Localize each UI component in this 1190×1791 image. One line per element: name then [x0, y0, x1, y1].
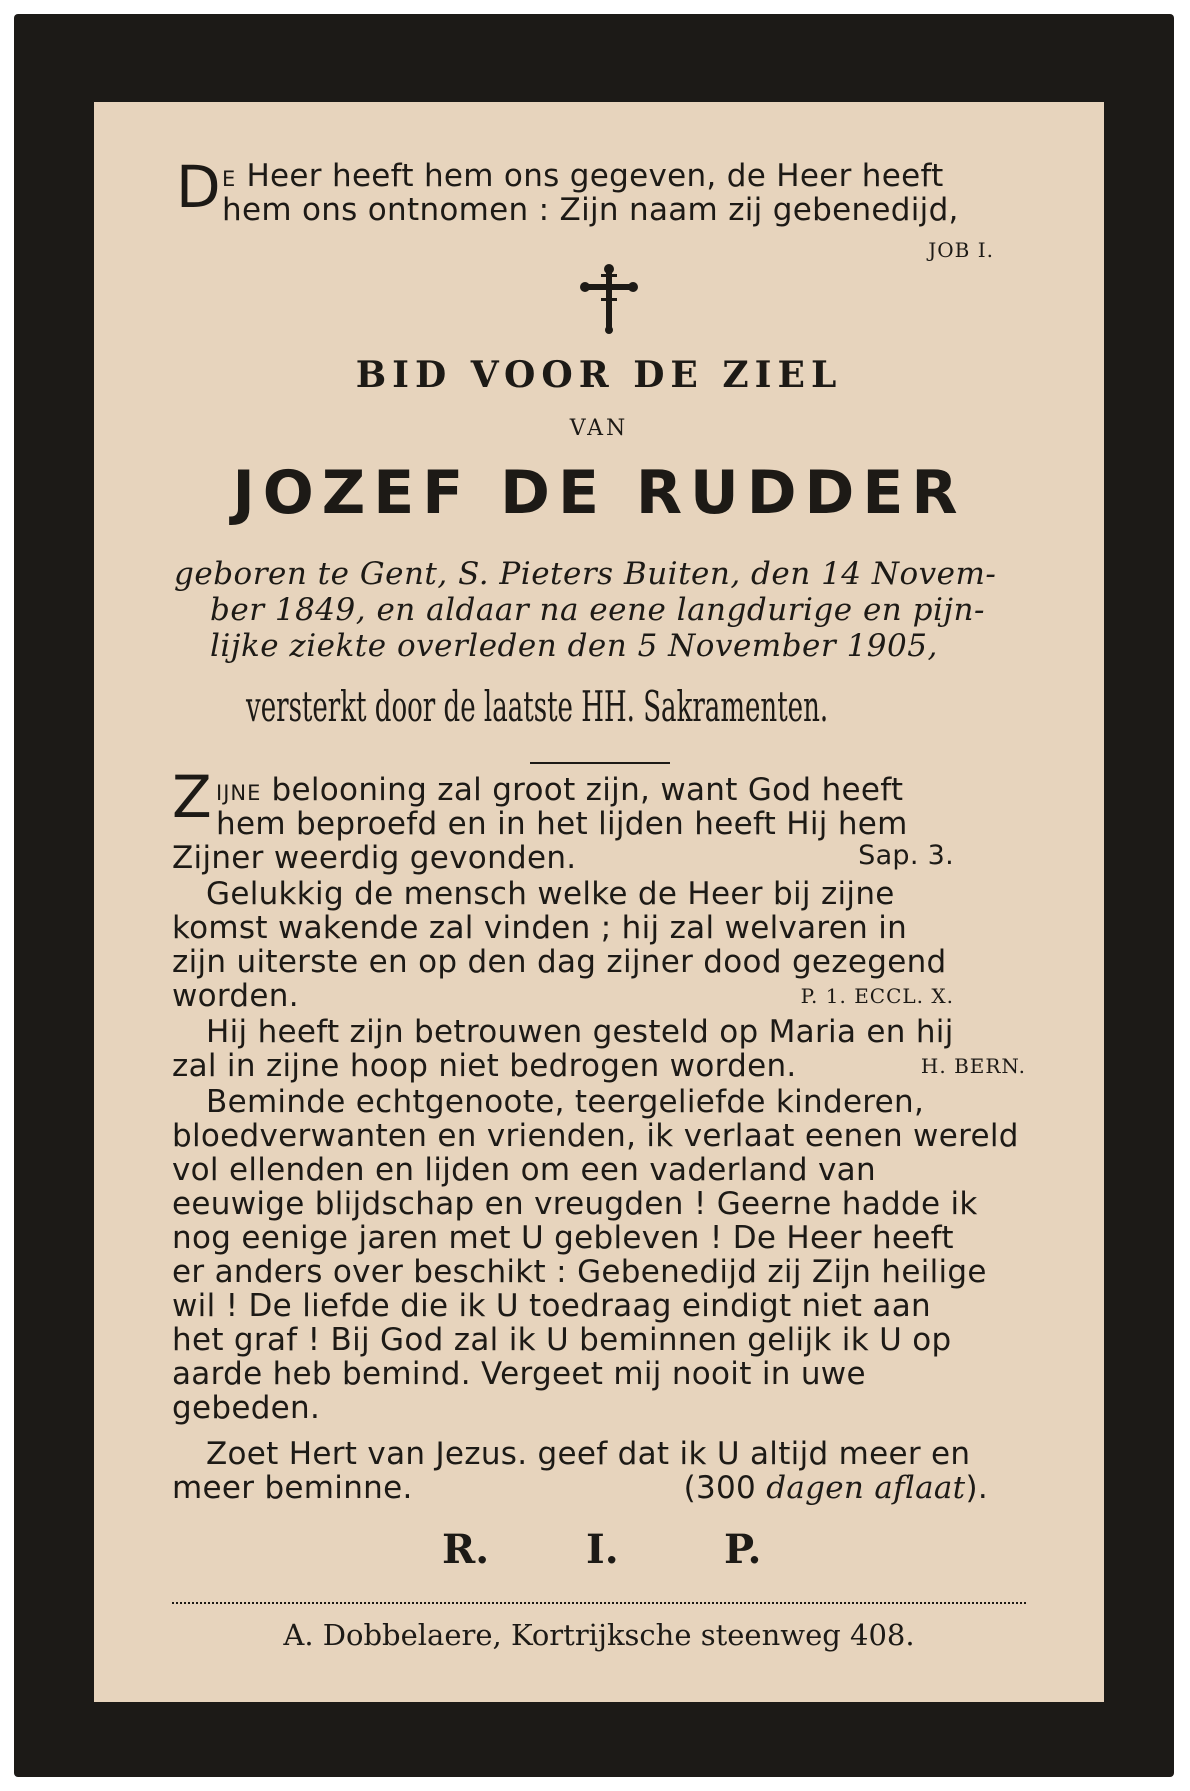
cross-icon	[579, 264, 639, 334]
p1-line-2: hem beproefd en in het lijden heeft Hij hem	[216, 806, 908, 842]
p2-line-2: komst wakende zal vinden ; hij zal welvaren in	[172, 910, 908, 946]
mourning-card	[14, 14, 1174, 1777]
p1-line-1	[216, 772, 903, 808]
quote-reference: JOB I.	[928, 238, 994, 262]
p3-line-1: Hij heeft zijn betrouwen gesteld op Maria en hij	[206, 1014, 954, 1050]
p4-line-8: het graf ! Bij God zal ik U beminnen gelijk ik U op	[172, 1322, 952, 1358]
p2-reference: P. 1. ECCL. X.	[800, 984, 954, 1008]
p2-line-3: zijn uiterste en op den dag zijner dood gezegend	[172, 944, 947, 980]
p5-indulgence-italic: dagen aflaat	[766, 1470, 966, 1506]
p1-dropcap: Z	[172, 763, 212, 831]
p4-line-9: aarde heb bemind. Vergeet mij nooit in uwe	[172, 1356, 866, 1392]
rip-i: I.	[586, 1526, 619, 1573]
quote-line-1	[222, 158, 944, 194]
sacraments-line: versterkt door de laatste HH. Sakramenten.	[246, 682, 829, 731]
quote-line-1-caps: E	[222, 167, 237, 191]
p4-line-1: Beminde echtgenoote, teergeliefde kinderen,	[206, 1084, 925, 1120]
p4-line-10: gebeden.	[172, 1390, 321, 1426]
p5-line-1: Zoet Hert van Jezus. geef dat ik U altijd meer en	[206, 1436, 971, 1472]
p4-line-3: vol ellenden en lijden om een vaderland van	[172, 1152, 876, 1188]
rip-r: R.	[442, 1526, 490, 1573]
p4-line-6: er anders over beschikt : Gebenedijd zij Zijn heilige	[172, 1254, 987, 1290]
deceased-name: JOZEF DE RUDDER	[232, 458, 966, 528]
p1-line-3: Zijner weerdig gevonden.	[172, 840, 577, 876]
p4-line-5: nog eenige jaren met U gebleven ! De Heer heeft	[172, 1220, 954, 1256]
rip-p: P.	[724, 1526, 762, 1573]
printer-imprint: A. Dobbelaere, Kortrijksche steenweg 408.	[283, 1618, 915, 1652]
p2-line-1: Gelukkig de mensch welke de Heer bij zijne	[206, 876, 895, 912]
prayer-heading-van: VAN	[569, 416, 629, 441]
p2-line-4: worden.	[172, 978, 299, 1014]
p4-line-7: wil ! De liefde die ik U toedraag eindigt niet aan	[172, 1288, 931, 1324]
p4-line-4: eeuwige blijdschap en vreugden ! Geerne hadde ik	[172, 1186, 978, 1222]
p1-line-1-text: belooning zal groot zijn, want God heeft	[271, 772, 904, 808]
p5-indulgence-open: (300	[683, 1470, 767, 1506]
p4-line-2: bloedverwanten en vrienden, ik verlaat eenen wereld	[172, 1118, 1019, 1154]
p5-indulgence-close: ).	[965, 1470, 988, 1506]
bio-line-3: lijke ziekte overleden den 5 November 1905,	[210, 628, 938, 664]
p5-indulgence	[684, 1470, 988, 1506]
prayer-heading: BID VOOR DE ZIEL	[355, 354, 843, 396]
p1-reference: Sap. 3.	[858, 840, 954, 871]
quote-line-1-text: Heer heeft hem ons gegeven, de Heer heeft	[246, 158, 944, 194]
dotted-rule	[172, 1602, 1026, 1604]
card-paper	[94, 102, 1104, 1702]
p1-line-1-caps: IJNE	[216, 781, 262, 805]
bio-line-2: ber 1849, en aldaar na eene langdurige en pijn-	[210, 592, 985, 628]
quote-dropcap: D	[176, 153, 221, 221]
p3-reference: H. BERN.	[920, 1054, 1026, 1078]
p5-line-2: meer beminne.	[172, 1470, 413, 1506]
bio-line-1: geboren te Gent, S. Pieters Buiten, den 14 Novem-	[174, 556, 997, 592]
divider	[530, 762, 670, 764]
quote-line-2: hem ons ontnomen : Zijn naam zij gebenedijd,	[222, 192, 959, 228]
p3-line-2: zal in zijne hoop niet bedrogen worden.	[172, 1048, 797, 1084]
